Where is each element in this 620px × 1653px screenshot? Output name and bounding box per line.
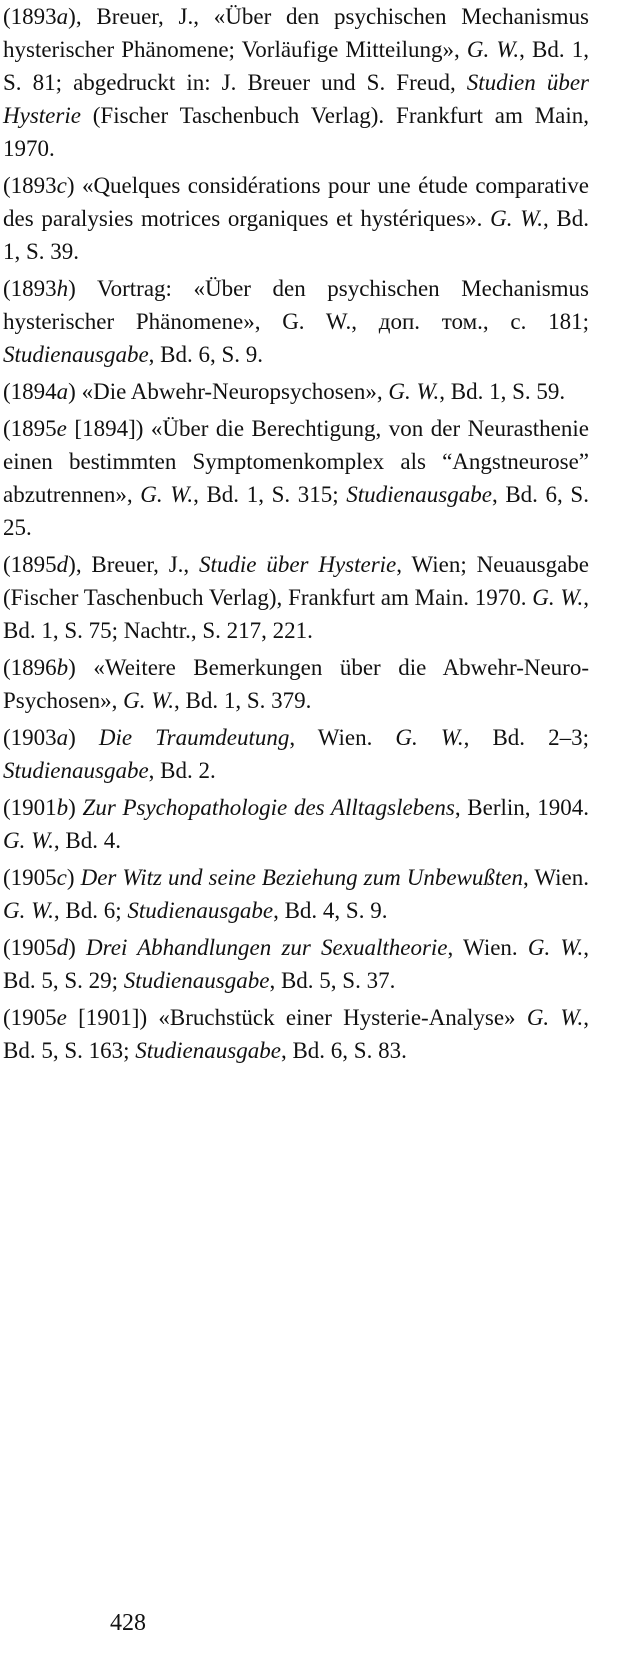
bibliography-entry — [3, 0, 589, 165]
entry-text: , Bd. 6, S. 9. — [148, 342, 264, 367]
entry-text: , Bd. 1, S. 39. — [3, 206, 589, 264]
italic-text: d — [56, 552, 69, 577]
entry-text: , Bd. 1, S. 75; Nachtr., S. 217, 221. — [3, 585, 589, 643]
entry-text: (1893 — [3, 4, 57, 29]
entry-text: , Bd. 6, S. 83. — [280, 1038, 407, 1063]
entry-text: ) — [66, 865, 81, 890]
italic-text: G. W. — [532, 585, 584, 610]
entry-text: (1905 — [3, 935, 57, 960]
entry-text: , Bd. 1, S. 59. — [439, 379, 566, 404]
italic-text: a — [56, 4, 69, 29]
bibliography-entry — [3, 1001, 589, 1067]
italic-text: Studienausgabe — [127, 898, 274, 923]
bibliography-entry — [3, 791, 589, 857]
italic-text: G. W. — [526, 1005, 584, 1030]
italic-text: e — [56, 1005, 67, 1030]
bibliography-entry — [3, 375, 589, 408]
bibliography-entry — [3, 548, 589, 647]
page-number: 428 — [110, 1610, 146, 1636]
italic-text: c — [56, 865, 67, 890]
italic-text: G. W. — [140, 482, 194, 507]
bibliography-entry — [3, 931, 589, 997]
italic-text: G. W. — [527, 935, 584, 960]
entry-text: (1905 — [3, 1005, 57, 1030]
entry-text: [1894]) «Über die Berechtigung, von der Neurasthenie einen bestimmten Symptomenkomplex als “Angstneurose” abzutrennen», — [3, 416, 589, 507]
italic-text: Studienausgabe — [3, 342, 149, 367]
entry-text: ) — [68, 795, 83, 820]
entry-text: ) Vortrag: «Über den psychischen Mechanismus hysterischer Phänomene», G. W., доп. том., с. 181; — [3, 276, 589, 334]
italic-text: b — [56, 795, 69, 820]
entry-text: , Bd. 4. — [53, 828, 122, 853]
italic-text: Drei Abhandlungen zur Sexualtheorie — [86, 935, 448, 960]
entry-text: (1895 — [3, 552, 57, 577]
entry-text: (1893 — [3, 173, 57, 198]
entry-text: , Wien. — [522, 865, 589, 890]
entry-text: (1895 — [3, 416, 57, 441]
entry-text: , Bd. 2. — [148, 758, 216, 783]
entry-text: , Bd. 5, S. 29; — [3, 935, 589, 993]
italic-text: Studie über Hysterie — [199, 552, 397, 577]
entry-text: ) «Weitere Bemerkungen über die Abwehr-Neuro-Psychosen», — [3, 655, 589, 713]
bibliography-page — [3, 0, 589, 1071]
entry-text: (1903 — [3, 725, 57, 750]
italic-text: b — [56, 655, 69, 680]
entry-text: ) «Quelques considérations pour une étude comparative des paralysies motrices organiques et hystériques». — [3, 173, 589, 231]
entry-text: ) «Die Abwehr-Neuropsychosen», — [68, 379, 389, 404]
entry-text: (Fischer Taschenbuch Verlag). Frankfurt am Main, 1970. — [3, 103, 589, 161]
italic-text: Die Traumdeutung — [98, 725, 290, 750]
italic-text: G. W. — [466, 37, 520, 62]
entry-text: , Wien. — [289, 725, 396, 750]
bibliography-entry — [3, 861, 589, 927]
italic-text: Studienausgabe — [3, 758, 149, 783]
bibliography-list — [3, 0, 589, 1067]
bibliography-entry — [3, 272, 589, 371]
italic-text: Der Witz und seine Beziehung zum Unbewußten — [80, 865, 523, 890]
entry-text: , Bd. 6, S. 25. — [3, 482, 589, 540]
bibliography-entry — [3, 412, 589, 544]
italic-text: G. W. — [3, 828, 54, 853]
italic-text: Studienausgabe — [346, 482, 492, 507]
entry-text: ) — [68, 725, 99, 750]
entry-text: , Wien. — [447, 935, 528, 960]
italic-text: G. W. — [3, 898, 54, 923]
italic-text: G. W. — [123, 688, 175, 713]
italic-text: c — [56, 173, 67, 198]
entry-text: (1896 — [3, 655, 57, 680]
entry-text: (1893 — [3, 276, 57, 301]
italic-text: a — [56, 725, 69, 750]
italic-text: G. W. — [395, 725, 464, 750]
entry-text: , Bd. 5, S. 37. — [269, 968, 396, 993]
italic-text: Studienausgabe — [123, 968, 270, 993]
entry-text: , Bd. 1, S. 379. — [174, 688, 312, 713]
bibliography-entry — [3, 651, 589, 717]
bibliography-entry — [3, 169, 589, 268]
entry-text: (1905 — [3, 865, 57, 890]
entry-text: , Bd. 2–3; — [463, 725, 589, 750]
entry-text: (1901 — [3, 795, 57, 820]
italic-text: a — [56, 379, 69, 404]
italic-text: G. W. — [388, 379, 440, 404]
italic-text: d — [56, 935, 69, 960]
italic-text: e — [56, 416, 67, 441]
italic-text: G. W. — [490, 206, 543, 231]
entry-text: , Bd. 1, S. 81; abgedruckt in: J. Breuer und S. Freud, — [3, 37, 589, 95]
italic-text: Studienausgabe — [135, 1038, 281, 1063]
italic-text: h — [56, 276, 69, 301]
entry-text: , Bd. 6; — [53, 898, 128, 923]
entry-text: ) — [68, 935, 87, 960]
entry-text: , Bd. 4, S. 9. — [273, 898, 388, 923]
italic-text: Zur Psychopathologie des Alltagslebens — [82, 795, 455, 820]
entry-text: , Berlin, 1904. — [454, 795, 589, 820]
entry-text: , Bd. 5, S. 163; — [3, 1005, 589, 1063]
entry-text: ), Breuer, J., — [68, 552, 199, 577]
entry-text: ), Breuer, J., «Über den psychischen Mechanismus hysterischer Phänomene; Vorläufige Mitteilung», — [3, 4, 589, 62]
entry-text: [1901]) «Bruchstück einer Hysterie-Analyse» — [66, 1005, 527, 1030]
entry-text: (1894 — [3, 379, 57, 404]
italic-text: Studien über Hysterie — [3, 70, 589, 128]
bibliography-entry — [3, 721, 589, 787]
entry-text: , Wien; Neuausgabe (Fischer Taschenbuch Verlag), Frankfurt am Main. 1970. — [3, 552, 589, 610]
entry-text: , Bd. 1, S. 315; — [193, 482, 347, 507]
